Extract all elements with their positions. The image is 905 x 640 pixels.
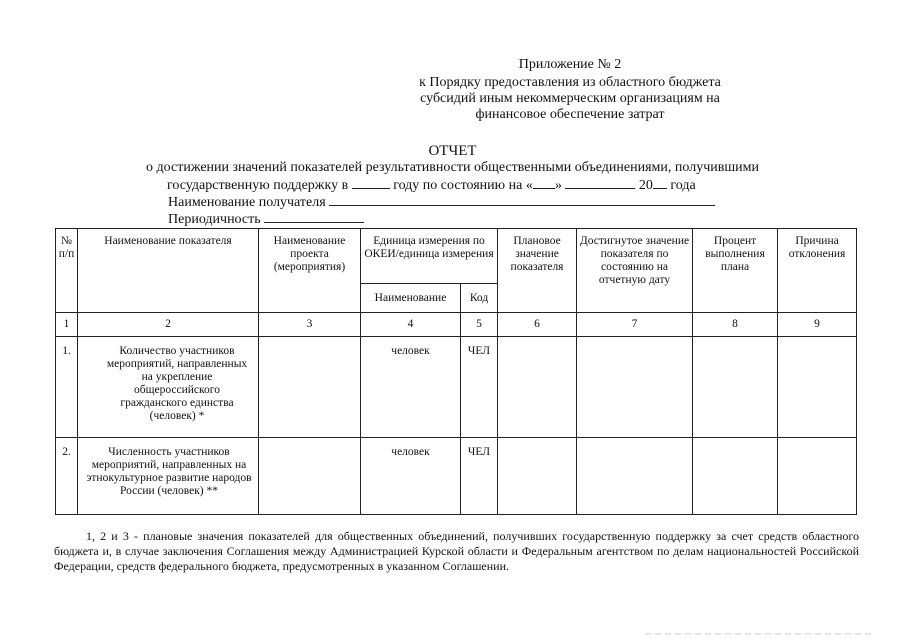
row-num: 1. xyxy=(56,337,78,438)
report-title: ОТЧЕТ xyxy=(428,143,477,159)
col-number: 6 xyxy=(498,313,577,337)
recipient-label: Наименование получателя xyxy=(168,195,326,210)
row-unit-code: ЧЕЛ xyxy=(461,337,498,438)
appendix-number: Приложение № 2 xyxy=(518,57,622,72)
header-reason: Причина отклонения xyxy=(778,229,857,313)
col-number: 4 xyxy=(361,313,461,337)
col-number: 8 xyxy=(693,313,778,337)
report-text: » xyxy=(554,178,562,193)
year-blank xyxy=(352,177,390,189)
row-achieved xyxy=(577,438,693,515)
row-achieved xyxy=(577,337,693,438)
year-suffix-blank xyxy=(653,177,667,189)
row-reason xyxy=(778,337,857,438)
header-planned: Плановое значение показателя xyxy=(498,229,577,313)
footnote xyxy=(54,529,859,574)
header-num: № п/п xyxy=(56,229,78,313)
row-num: 2. xyxy=(56,438,78,515)
appendix-line: финансовое обеспечение затрат xyxy=(475,107,665,122)
row-unit-name: человек xyxy=(361,438,461,515)
col-number: 7 xyxy=(577,313,693,337)
row-indicator: Количество участников мероприятий, направленных на укрепление общероссийского гражданского единства (человек) * xyxy=(78,337,259,438)
periodicity-line xyxy=(168,211,364,228)
header-unit: Единица измерения по ОКЕИ/единица измерения xyxy=(361,229,498,284)
row-reason xyxy=(778,438,857,515)
appendix-line: к Порядку предоставления из областного бюджета xyxy=(419,75,721,90)
col-number: 5 xyxy=(461,313,498,337)
row-planned xyxy=(498,337,577,438)
row-indicator: Численность участников мероприятий, направленных на этнокультурное развитие народов России (человек) ** xyxy=(78,438,259,515)
report-period-line xyxy=(167,177,696,194)
report-text: году по состоянию на « xyxy=(393,178,533,193)
header-indicator: Наименование показателя xyxy=(78,229,259,313)
header-unit-code: Код xyxy=(461,284,498,313)
header-percent: Процент выполнения плана xyxy=(693,229,778,313)
periodicity-blank xyxy=(264,211,364,223)
report-text: государственную поддержку в xyxy=(167,178,349,193)
header-unit-name: Наименование xyxy=(361,284,461,313)
row-planned xyxy=(498,438,577,515)
appendix-line: субсидий иным некоммерческим организациям на xyxy=(420,91,720,106)
col-number: 9 xyxy=(778,313,857,337)
table-row xyxy=(56,337,857,438)
row-unit-code: ЧЕЛ xyxy=(461,438,498,515)
scan-artifact xyxy=(645,628,875,638)
row-percent xyxy=(693,337,778,438)
periodicity-label: Периодичность xyxy=(168,212,261,227)
col-number: 2 xyxy=(78,313,259,337)
report-table xyxy=(55,228,857,515)
row-project xyxy=(259,337,361,438)
report-subtitle: о достижении значений показателей результативности общественными объединениями, получившими xyxy=(146,160,759,175)
col-number: 1 xyxy=(56,313,78,337)
header-achieved: Достигнутое значение показателя по состоянию на отчетную дату xyxy=(577,229,693,313)
recipient-line xyxy=(168,194,715,211)
report-text: года xyxy=(670,178,696,193)
row-project xyxy=(259,438,361,515)
row-unit-name: человек xyxy=(361,337,461,438)
footnote-text: 1, 2 и 3 - плановые значения показателей для общественных объединений, получивших государственную поддержку за счет средств областного бюджета и, в случае заключения Соглашения между Администрацией Курской области и Федеральным агентством по делам национальностей Российской Федерации, средств федерального бюджета, предусмотренных в указанном Соглашении. xyxy=(54,529,859,573)
header-project: Наименование проекта (мероприятия) xyxy=(259,229,361,313)
day-blank xyxy=(533,177,555,189)
report-text: 20 xyxy=(638,178,653,193)
row-percent xyxy=(693,438,778,515)
col-number: 3 xyxy=(259,313,361,337)
table-row xyxy=(56,438,857,515)
recipient-blank xyxy=(329,194,715,206)
month-blank xyxy=(565,177,635,189)
